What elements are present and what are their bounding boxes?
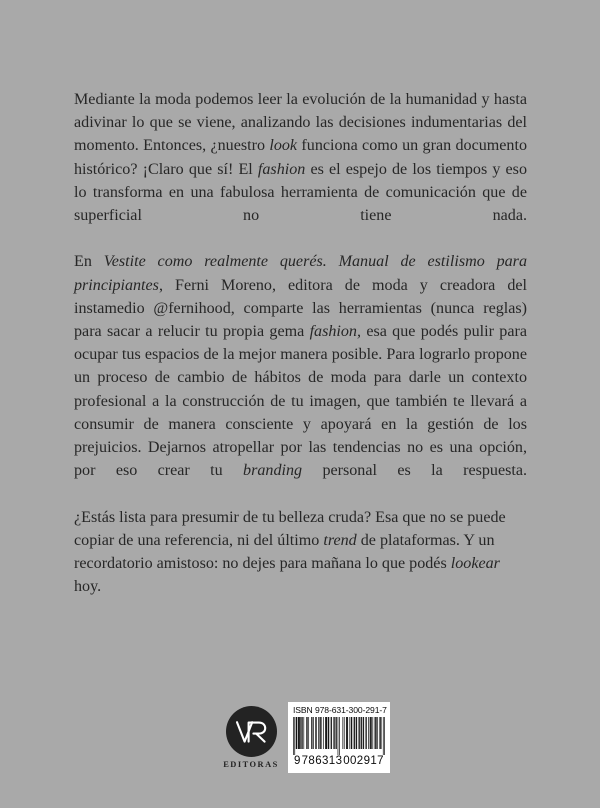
blurb-text-run: de plataformas. Y un recordatorio amistoso: no dejes para mañana lo que podés	[74, 531, 495, 573]
publisher-logo	[220, 706, 282, 769]
blurb-text-run: Mediante la moda podemos leer la evolución de la humanidad y hasta adivinar lo que se viene, analizando las decisiones indumentarias del momento. Entonces, ¿nuestro	[74, 91, 527, 155]
blurb-paragraph	[74, 88, 527, 250]
blurb-italic-run: fashion,	[309, 323, 361, 341]
blurb-italic-run: lookear	[450, 555, 500, 573]
blurb-paragraph	[74, 506, 527, 599]
blurb-text-run: funciona como un gran documento histórico? ¡Claro que sí! El	[74, 137, 527, 178]
blurb-text-run: esa que podés pulir para ocupar tus espacios de la mejor manera posible. Para lograrlo propone un proceso de cambio de hábitos de moda para darle un contexto profesional a la construcción de tu imagen, que también te llevará a consumir de manera consciente y apoyará en la gestión de los prejuicios. Dejarnos atropellar por las tendencias no es una opción, por eso crear tu	[74, 323, 527, 480]
blurb-text-run: En	[74, 253, 104, 271]
blurb-italic-run: branding	[243, 462, 303, 480]
back-cover-footer	[0, 700, 600, 790]
publisher-name: EDITORAS	[223, 760, 279, 769]
blurb-text-run: , Ferni Moreno, editora de moda y creadora del instamedio @fernihood, comparte las herramientas (nunca reglas) para sacar a relucir tu propia gema	[74, 276, 527, 341]
barcode-digit-group-3: 002917	[343, 755, 384, 767]
blurb-text-run: personal es la respuesta.	[302, 462, 527, 480]
barcode-digit-group-2: 786313	[301, 755, 343, 767]
back-cover-blurb	[74, 88, 527, 598]
blurb-italic-run: Vestite como realmente querés. Manual de estilismo para principiantes	[74, 253, 527, 294]
blurb-italic-run: look	[269, 137, 298, 155]
publisher-logo-mark-icon	[226, 706, 277, 757]
blurb-italic-run: fashion	[257, 160, 306, 178]
barcode-bars-icon	[293, 717, 385, 755]
isbn-label: ISBN 978-631-300-291-7	[293, 705, 387, 715]
barcode-digits	[293, 755, 385, 768]
blurb-text-run: ¿Estás lista para presumir de tu belleza cruda? Esa que no se puede copiar de una referencia, ni del último	[74, 508, 506, 549]
blurb-italic-run: trend	[323, 531, 357, 549]
blurb-text-run: hoy.	[74, 578, 102, 596]
barcode-digit-group-1: 9	[294, 755, 301, 767]
isbn-barcode	[288, 702, 390, 773]
blurb-text-run: es el espejo de los tiempos y eso lo transforma en una fabulosa herramienta de comunicación que de superficial no tiene nada.	[74, 160, 527, 225]
blurb-paragraph	[74, 250, 527, 505]
